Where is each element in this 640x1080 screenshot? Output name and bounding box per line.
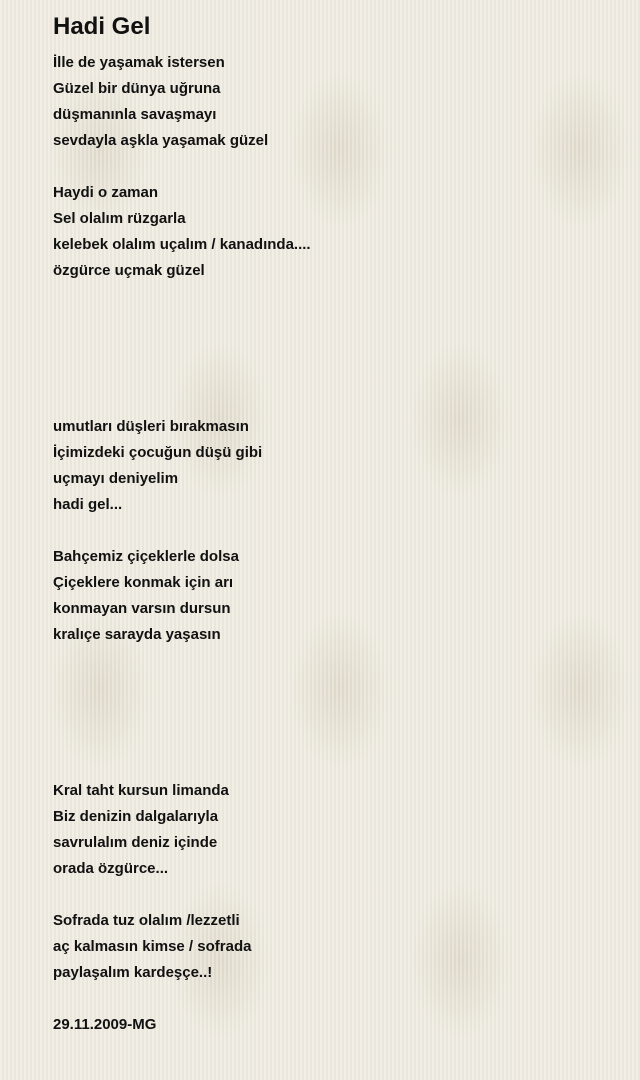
stanza-4 (53, 544, 613, 648)
poem-line: Güzel bir dünya uğruna (53, 80, 221, 97)
poem-line: orada özgürce... (53, 860, 169, 877)
poem-line: Kral taht kursun limanda (53, 782, 229, 799)
stanza-3 (53, 414, 613, 518)
stanza-1 (53, 50, 613, 154)
poem-line: özgürce uçmak güzel (53, 262, 205, 279)
poem-line: İlle de yaşamak istersen (53, 54, 225, 71)
poem-line: Çiçeklere konmak için arı (53, 574, 234, 591)
stanza-6 (53, 908, 613, 986)
poem-line: paylaşalım kardeşçe..! (53, 964, 213, 981)
stanza-spacer (53, 388, 613, 414)
poem-line: aç kalmasın kimse / sofrada (53, 938, 252, 955)
stanza-spacer (53, 986, 613, 1012)
poem-line: Biz denizin dalgalarıyla (53, 808, 219, 825)
poem-line: uçmayı deniyelim (53, 470, 179, 487)
section-spacer (53, 648, 613, 752)
poem-line: düşmanınla savaşmayı (53, 106, 217, 123)
poem-line: Haydi o zaman (53, 184, 159, 201)
section-spacer (53, 284, 613, 388)
poem-line: konmayan varsın dursun (53, 600, 231, 617)
poem-line: savrulalım deniz içinde (53, 834, 218, 851)
stanza-2 (53, 180, 613, 284)
poem-line: Sofrada tuz olalım /lezzetli (53, 912, 240, 929)
stanza-spacer (53, 882, 613, 908)
poem-line: Bahçemiz çiçeklerle dolsa (53, 548, 239, 565)
stanza-spacer (53, 518, 613, 544)
poem-line: hadi gel... (53, 496, 123, 513)
poem-line: sevdayla aşkla yaşamak güzel (53, 132, 269, 149)
poem-line: kralıçe sarayda yaşasın (53, 626, 221, 643)
poem-container (53, 10, 613, 1038)
poem-line: İçimizdeki çocuğun düşü gibi (53, 444, 263, 461)
poem-signature: 29.11.2009-MG (53, 1016, 157, 1033)
poem-line: umutları düşleri bırakmasın (53, 418, 249, 435)
stanza-spacer (53, 154, 613, 180)
poem-line: Sel olalım rüzgarla (53, 210, 186, 227)
poem-title: Hadi Gel (53, 13, 151, 40)
stanza-spacer (53, 752, 613, 778)
poem-line: kelebek olalım uçalım / kanadında.... (53, 236, 311, 253)
stanza-5 (53, 778, 613, 882)
